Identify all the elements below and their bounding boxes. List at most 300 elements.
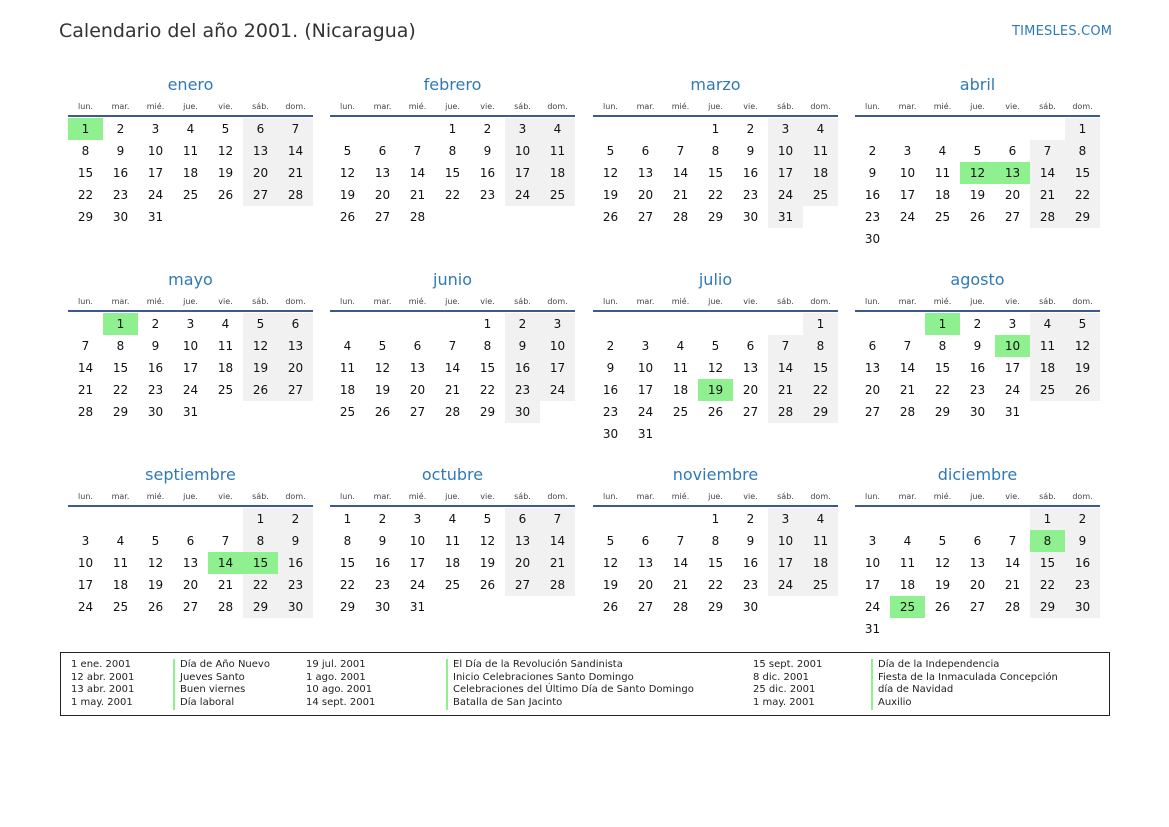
day-cell: 30 — [374, 600, 391, 614]
day-cell: 1 — [803, 313, 838, 335]
day-cell: 6 — [278, 313, 313, 335]
month-enero — [68, 73, 313, 228]
day-cell: 2 — [378, 512, 387, 526]
weekday-label: sáb. — [1039, 491, 1056, 501]
page-title: Calendario del año 2001. (Nicaragua) — [59, 20, 416, 42]
day-cell: 11 — [112, 556, 129, 570]
day-cell: 12 — [602, 166, 619, 180]
day-cell: 6 — [1008, 144, 1017, 158]
day-cell: 31 — [1004, 405, 1021, 419]
empty-cell — [960, 118, 995, 140]
day-cell: 6 — [746, 339, 755, 353]
legend-holiday-name: Día de la Independencia — [878, 659, 1000, 670]
weekday-label: jue. — [183, 491, 198, 501]
weekday-label: jue. — [183, 101, 198, 111]
weekday-label: mar. — [636, 491, 655, 501]
weekday-label: dom. — [810, 296, 831, 306]
day-cell: 8 — [343, 534, 352, 548]
empty-cell — [365, 118, 400, 140]
month-name: febrero — [423, 75, 482, 94]
day-cell: 15 — [339, 556, 356, 570]
day-cell: 5 — [606, 144, 615, 158]
weekday-label: lun. — [340, 491, 355, 501]
day-cell: 29 — [112, 405, 129, 419]
day-cell: 12 — [1065, 335, 1100, 357]
day-cell: 11 — [182, 144, 199, 158]
legend-holiday-name: Auxilio — [878, 697, 912, 709]
empty-cell — [173, 508, 208, 530]
day-cell: 7 — [676, 144, 685, 158]
day-cell: 9 — [746, 144, 755, 158]
legend-date: 14 sept. 2001 — [306, 697, 376, 709]
weekday-label: vie. — [1005, 101, 1020, 111]
holiday-day: 12 — [960, 162, 995, 184]
day-cell: 9 — [278, 530, 313, 552]
day-cell: 16 — [479, 166, 496, 180]
day-cell: 17 — [505, 162, 540, 184]
legend-holiday-name: Celebraciones del Último Día de Santo Domingo — [453, 684, 694, 696]
day-cell: 10 — [182, 339, 199, 353]
weekday-label: mié. — [408, 491, 427, 501]
day-cell: 12 — [934, 556, 951, 570]
weekday-label: lun. — [603, 101, 618, 111]
day-cell: 19 — [969, 188, 986, 202]
days-grid — [855, 313, 1100, 423]
weekday-header — [330, 292, 575, 310]
weekday-label: jue. — [445, 491, 460, 501]
day-cell: 27 — [637, 210, 654, 224]
day-cell: 18 — [112, 578, 129, 592]
day-cell: 1 — [243, 508, 278, 530]
weekday-label: vie. — [480, 101, 495, 111]
day-cell: 5 — [221, 122, 230, 136]
weekday-header — [330, 97, 575, 115]
day-cell: 6 — [243, 118, 278, 140]
day-cell: 4 — [116, 534, 125, 548]
weekday-label: vie. — [218, 491, 233, 501]
month-name: julio — [698, 270, 733, 289]
weekday-label: jue. — [970, 491, 985, 501]
day-cell: 11 — [217, 339, 234, 353]
day-cell: 1 — [1065, 118, 1100, 140]
day-cell: 24 — [505, 184, 540, 206]
day-cell: 15 — [707, 166, 724, 180]
days-grid — [593, 118, 838, 228]
weekday-label: dom. — [1072, 491, 1093, 501]
day-cell: 9 — [505, 335, 540, 357]
weekday-label: lun. — [78, 491, 93, 501]
day-cell: 17 — [182, 361, 199, 375]
day-cell: 4 — [186, 122, 195, 136]
day-cell: 5 — [1065, 313, 1100, 335]
day-cell: 21 — [1004, 578, 1021, 592]
legend-date: 10 ago. 2001 — [306, 684, 373, 696]
day-cell: 24 — [768, 184, 803, 206]
day-cell: 4 — [903, 534, 912, 548]
month-septiembre — [68, 463, 313, 618]
day-cell: 7 — [768, 335, 803, 357]
day-cell: 1 — [711, 122, 720, 136]
weekday-label: mar. — [111, 296, 130, 306]
weekday-label: dom. — [547, 101, 568, 111]
day-cell: 9 — [483, 144, 492, 158]
weekday-label: mar. — [373, 101, 392, 111]
empty-cell — [890, 508, 925, 530]
day-cell: 28 — [444, 405, 461, 419]
day-cell: 22 — [112, 383, 129, 397]
holiday-day: 15 — [243, 552, 278, 574]
empty-cell — [960, 508, 995, 530]
day-cell: 8 — [711, 534, 720, 548]
day-cell: 31 — [182, 405, 199, 419]
day-cell: 23 — [742, 188, 759, 202]
day-cell: 21 — [768, 379, 803, 401]
day-cell: 22 — [1065, 184, 1100, 206]
weekday-header — [855, 292, 1100, 310]
days-grid — [593, 508, 838, 618]
day-cell: 18 — [1030, 357, 1065, 379]
day-cell: 29 — [339, 600, 356, 614]
weekday-label: vie. — [218, 296, 233, 306]
day-cell: 24 — [768, 574, 803, 596]
empty-cell — [995, 508, 1030, 530]
empty-cell — [768, 313, 803, 335]
weekday-label: vie. — [743, 296, 758, 306]
month-noviembre — [593, 463, 838, 618]
weekday-label: sáb. — [252, 296, 269, 306]
day-cell: 9 — [868, 166, 877, 180]
header-rule — [855, 115, 1100, 117]
day-cell: 24 — [637, 405, 654, 419]
day-cell: 8 — [243, 530, 278, 552]
day-cell: 5 — [343, 144, 352, 158]
weekday-label: lun. — [78, 296, 93, 306]
day-cell: 3 — [768, 508, 803, 530]
day-cell: 22 — [444, 188, 461, 202]
month-name: marzo — [690, 75, 741, 94]
day-cell: 5 — [483, 512, 492, 526]
day-cell: 22 — [479, 383, 496, 397]
day-cell: 14 — [1004, 556, 1021, 570]
day-cell: 16 — [864, 188, 881, 202]
day-cell: 18 — [339, 383, 356, 397]
weekday-label: lun. — [865, 101, 880, 111]
weekday-label: mié. — [933, 491, 952, 501]
header-rule — [593, 505, 838, 507]
weekday-label: jue. — [445, 296, 460, 306]
day-cell: 1 — [1030, 508, 1065, 530]
day-cell: 9 — [746, 534, 755, 548]
day-cell: 13 — [742, 361, 759, 375]
empty-cell — [663, 118, 698, 140]
day-cell: 12 — [339, 166, 356, 180]
empty-cell — [1030, 118, 1065, 140]
weekday-label: sáb. — [514, 101, 531, 111]
day-cell: 3 — [903, 144, 912, 158]
day-cell: 29 — [77, 210, 94, 224]
day-cell: 31 — [637, 427, 654, 441]
day-cell: 2 — [116, 122, 125, 136]
day-cell: 13 — [969, 556, 986, 570]
day-cell: 19 — [602, 188, 619, 202]
day-cell: 26 — [934, 600, 951, 614]
day-cell: 14 — [540, 530, 575, 552]
weekday-label: dom. — [1072, 296, 1093, 306]
day-cell: 17 — [768, 162, 803, 184]
day-cell: 14 — [278, 140, 313, 162]
day-cell: 26 — [707, 405, 724, 419]
day-cell: 12 — [243, 335, 278, 357]
day-cell: 28 — [768, 401, 803, 423]
weekday-header — [68, 487, 313, 505]
day-cell: 13 — [278, 335, 313, 357]
day-cell: 25 — [803, 574, 838, 596]
day-cell: 23 — [278, 574, 313, 596]
day-cell: 11 — [934, 166, 951, 180]
day-cell: 13 — [182, 556, 199, 570]
day-cell: 18 — [934, 188, 951, 202]
day-cell: 4 — [1030, 313, 1065, 335]
empty-cell — [628, 508, 663, 530]
day-cell: 14 — [444, 361, 461, 375]
empty-cell — [995, 118, 1030, 140]
empty-cell — [68, 313, 103, 335]
empty-cell — [68, 508, 103, 530]
day-cell: 20 — [864, 383, 881, 397]
weekday-label: mar. — [373, 296, 392, 306]
day-cell: 29 — [479, 405, 496, 419]
day-cell: 8 — [116, 339, 125, 353]
month-name: mayo — [168, 270, 213, 289]
site-link[interactable]: TIMESLES.COM — [1012, 24, 1113, 39]
month-junio — [330, 268, 575, 423]
day-cell: 19 — [934, 578, 951, 592]
legend-date: 1 may. 2001 — [753, 697, 815, 709]
day-cell: 2 — [1065, 508, 1100, 530]
weekday-label: sáb. — [1039, 296, 1056, 306]
day-cell: 11 — [444, 534, 461, 548]
weekday-label: vie. — [480, 491, 495, 501]
holiday-day: 1 — [103, 313, 138, 335]
month-marzo — [593, 73, 838, 228]
day-cell: 25 — [1030, 379, 1065, 401]
days-grid — [855, 508, 1100, 640]
day-cell: 4 — [343, 339, 352, 353]
day-cell: 17 — [637, 383, 654, 397]
day-cell: 14 — [1030, 162, 1065, 184]
day-cell: 3 — [641, 339, 650, 353]
day-cell: 8 — [711, 144, 720, 158]
empty-cell — [593, 118, 628, 140]
legend-names — [453, 659, 694, 710]
month-agosto — [855, 268, 1100, 423]
day-cell: 31 — [768, 206, 803, 228]
day-cell: 23 — [864, 210, 881, 224]
legend-date: 13 abr. 2001 — [71, 684, 135, 696]
day-cell: 24 — [864, 600, 881, 614]
day-cell: 11 — [339, 361, 356, 375]
day-cell: 27 — [278, 379, 313, 401]
day-cell: 23 — [505, 379, 540, 401]
day-cell: 30 — [969, 405, 986, 419]
weekday-label: sáb. — [514, 296, 531, 306]
day-cell: 25 — [444, 578, 461, 592]
day-cell: 27 — [182, 600, 199, 614]
legend-holiday-name: Fiesta de la Inmaculada Concepción — [878, 671, 1058, 683]
day-cell: 30 — [112, 210, 129, 224]
day-cell: 11 — [1030, 335, 1065, 357]
day-cell: 20 — [637, 188, 654, 202]
legend-marker — [173, 659, 175, 710]
day-cell: 22 — [707, 578, 724, 592]
weekday-label: mié. — [146, 296, 165, 306]
day-cell: 4 — [938, 144, 947, 158]
weekday-label: vie. — [1005, 296, 1020, 306]
day-cell: 26 — [479, 578, 496, 592]
holiday-day: 13 — [995, 162, 1030, 184]
weekday-label: sáb. — [1039, 101, 1056, 111]
days-grid — [330, 313, 575, 423]
day-cell: 5 — [378, 339, 387, 353]
day-cell: 9 — [1065, 530, 1100, 552]
empty-cell — [890, 313, 925, 335]
weekday-label: jue. — [708, 296, 723, 306]
day-cell: 16 — [1065, 552, 1100, 574]
legend-holiday-name: día de Navidad — [878, 684, 954, 696]
day-cell: 22 — [803, 379, 838, 401]
day-cell: 10 — [637, 361, 654, 375]
day-cell: 20 — [637, 578, 654, 592]
day-cell: 11 — [803, 140, 838, 162]
day-cell: 22 — [1030, 574, 1065, 596]
holiday-day: 1 — [925, 313, 960, 335]
weekday-label: mar. — [898, 296, 917, 306]
day-cell: 11 — [803, 530, 838, 552]
day-cell: 18 — [803, 552, 838, 574]
day-cell: 27 — [637, 600, 654, 614]
day-cell: 26 — [602, 210, 619, 224]
month-octubre — [330, 463, 575, 618]
day-cell: 14 — [672, 166, 689, 180]
day-cell: 2 — [606, 339, 615, 353]
day-cell: 17 — [768, 552, 803, 574]
weekday-label: mié. — [408, 296, 427, 306]
day-cell: 20 — [243, 162, 278, 184]
day-cell: 1 — [343, 512, 352, 526]
month-julio — [593, 268, 838, 445]
day-cell: 27 — [969, 600, 986, 614]
day-cell: 2 — [278, 508, 313, 530]
day-cell: 10 — [768, 530, 803, 552]
weekday-label: vie. — [480, 296, 495, 306]
weekday-header — [855, 97, 1100, 115]
day-cell: 31 — [147, 210, 164, 224]
day-cell: 27 — [243, 184, 278, 206]
legend-date: 15 sept. 2001 — [753, 659, 823, 670]
days-grid — [68, 508, 313, 618]
day-cell: 16 — [742, 556, 759, 570]
holiday-day: 10 — [995, 335, 1030, 357]
day-cell: 29 — [803, 401, 838, 423]
day-cell: 14 — [899, 361, 916, 375]
day-cell: 26 — [243, 379, 278, 401]
day-cell: 1 — [483, 317, 492, 331]
weekday-label: sáb. — [252, 101, 269, 111]
day-cell: 23 — [602, 405, 619, 419]
day-cell: 18 — [444, 556, 461, 570]
day-cell: 21 — [444, 383, 461, 397]
month-name: septiembre — [145, 465, 236, 484]
day-cell: 22 — [934, 383, 951, 397]
weekday-label: mié. — [408, 101, 427, 111]
weekday-label: sáb. — [777, 491, 794, 501]
day-cell: 8 — [483, 339, 492, 353]
day-cell: 21 — [278, 162, 313, 184]
day-cell: 18 — [672, 383, 689, 397]
day-cell: 25 — [934, 210, 951, 224]
day-cell: 18 — [182, 166, 199, 180]
legend-holiday-name: Día laboral — [180, 697, 235, 709]
day-cell: 16 — [742, 166, 759, 180]
day-cell: 18 — [540, 162, 575, 184]
day-cell: 6 — [868, 339, 877, 353]
day-cell: 17 — [899, 188, 916, 202]
day-cell: 16 — [969, 361, 986, 375]
weekday-label: mar. — [636, 101, 655, 111]
days-grid — [68, 118, 313, 228]
day-cell: 21 — [217, 578, 234, 592]
legend-holiday-name: El Día de la Revolución Sandinista — [453, 659, 623, 670]
weekday-label: dom. — [547, 296, 568, 306]
header-rule — [68, 115, 313, 117]
day-cell: 4 — [676, 339, 685, 353]
day-cell: 14 — [768, 357, 803, 379]
day-cell: 28 — [1030, 206, 1065, 228]
day-cell: 7 — [448, 339, 457, 353]
legend-holiday-name: Inicio Celebraciones Santo Domingo — [453, 671, 634, 683]
day-cell: 9 — [116, 144, 125, 158]
day-cell: 8 — [1065, 140, 1100, 162]
day-cell: 25 — [540, 184, 575, 206]
days-grid — [330, 118, 575, 228]
weekday-label: dom. — [547, 491, 568, 501]
day-cell: 26 — [969, 210, 986, 224]
day-cell: 17 — [409, 556, 426, 570]
day-cell: 24 — [409, 578, 426, 592]
day-cell: 27 — [1004, 210, 1021, 224]
weekday-label: mar. — [111, 101, 130, 111]
day-cell: 19 — [1065, 357, 1100, 379]
day-cell: 3 — [81, 534, 90, 548]
day-cell: 5 — [243, 313, 278, 335]
empty-cell — [593, 508, 628, 530]
day-cell: 20 — [1004, 188, 1021, 202]
day-cell: 20 — [742, 383, 759, 397]
weekday-header — [68, 292, 313, 310]
empty-cell — [925, 508, 960, 530]
day-cell: 15 — [1065, 162, 1100, 184]
day-cell: 6 — [641, 144, 650, 158]
day-cell: 15 — [444, 166, 461, 180]
weekday-label: sáb. — [777, 296, 794, 306]
day-cell: 3 — [186, 317, 195, 331]
month-diciembre — [855, 463, 1100, 640]
day-cell: 12 — [374, 361, 391, 375]
legend-date: 12 abr. 2001 — [71, 671, 135, 683]
day-cell: 21 — [672, 578, 689, 592]
day-cell: 7 — [1030, 140, 1065, 162]
day-cell: 22 — [77, 188, 94, 202]
